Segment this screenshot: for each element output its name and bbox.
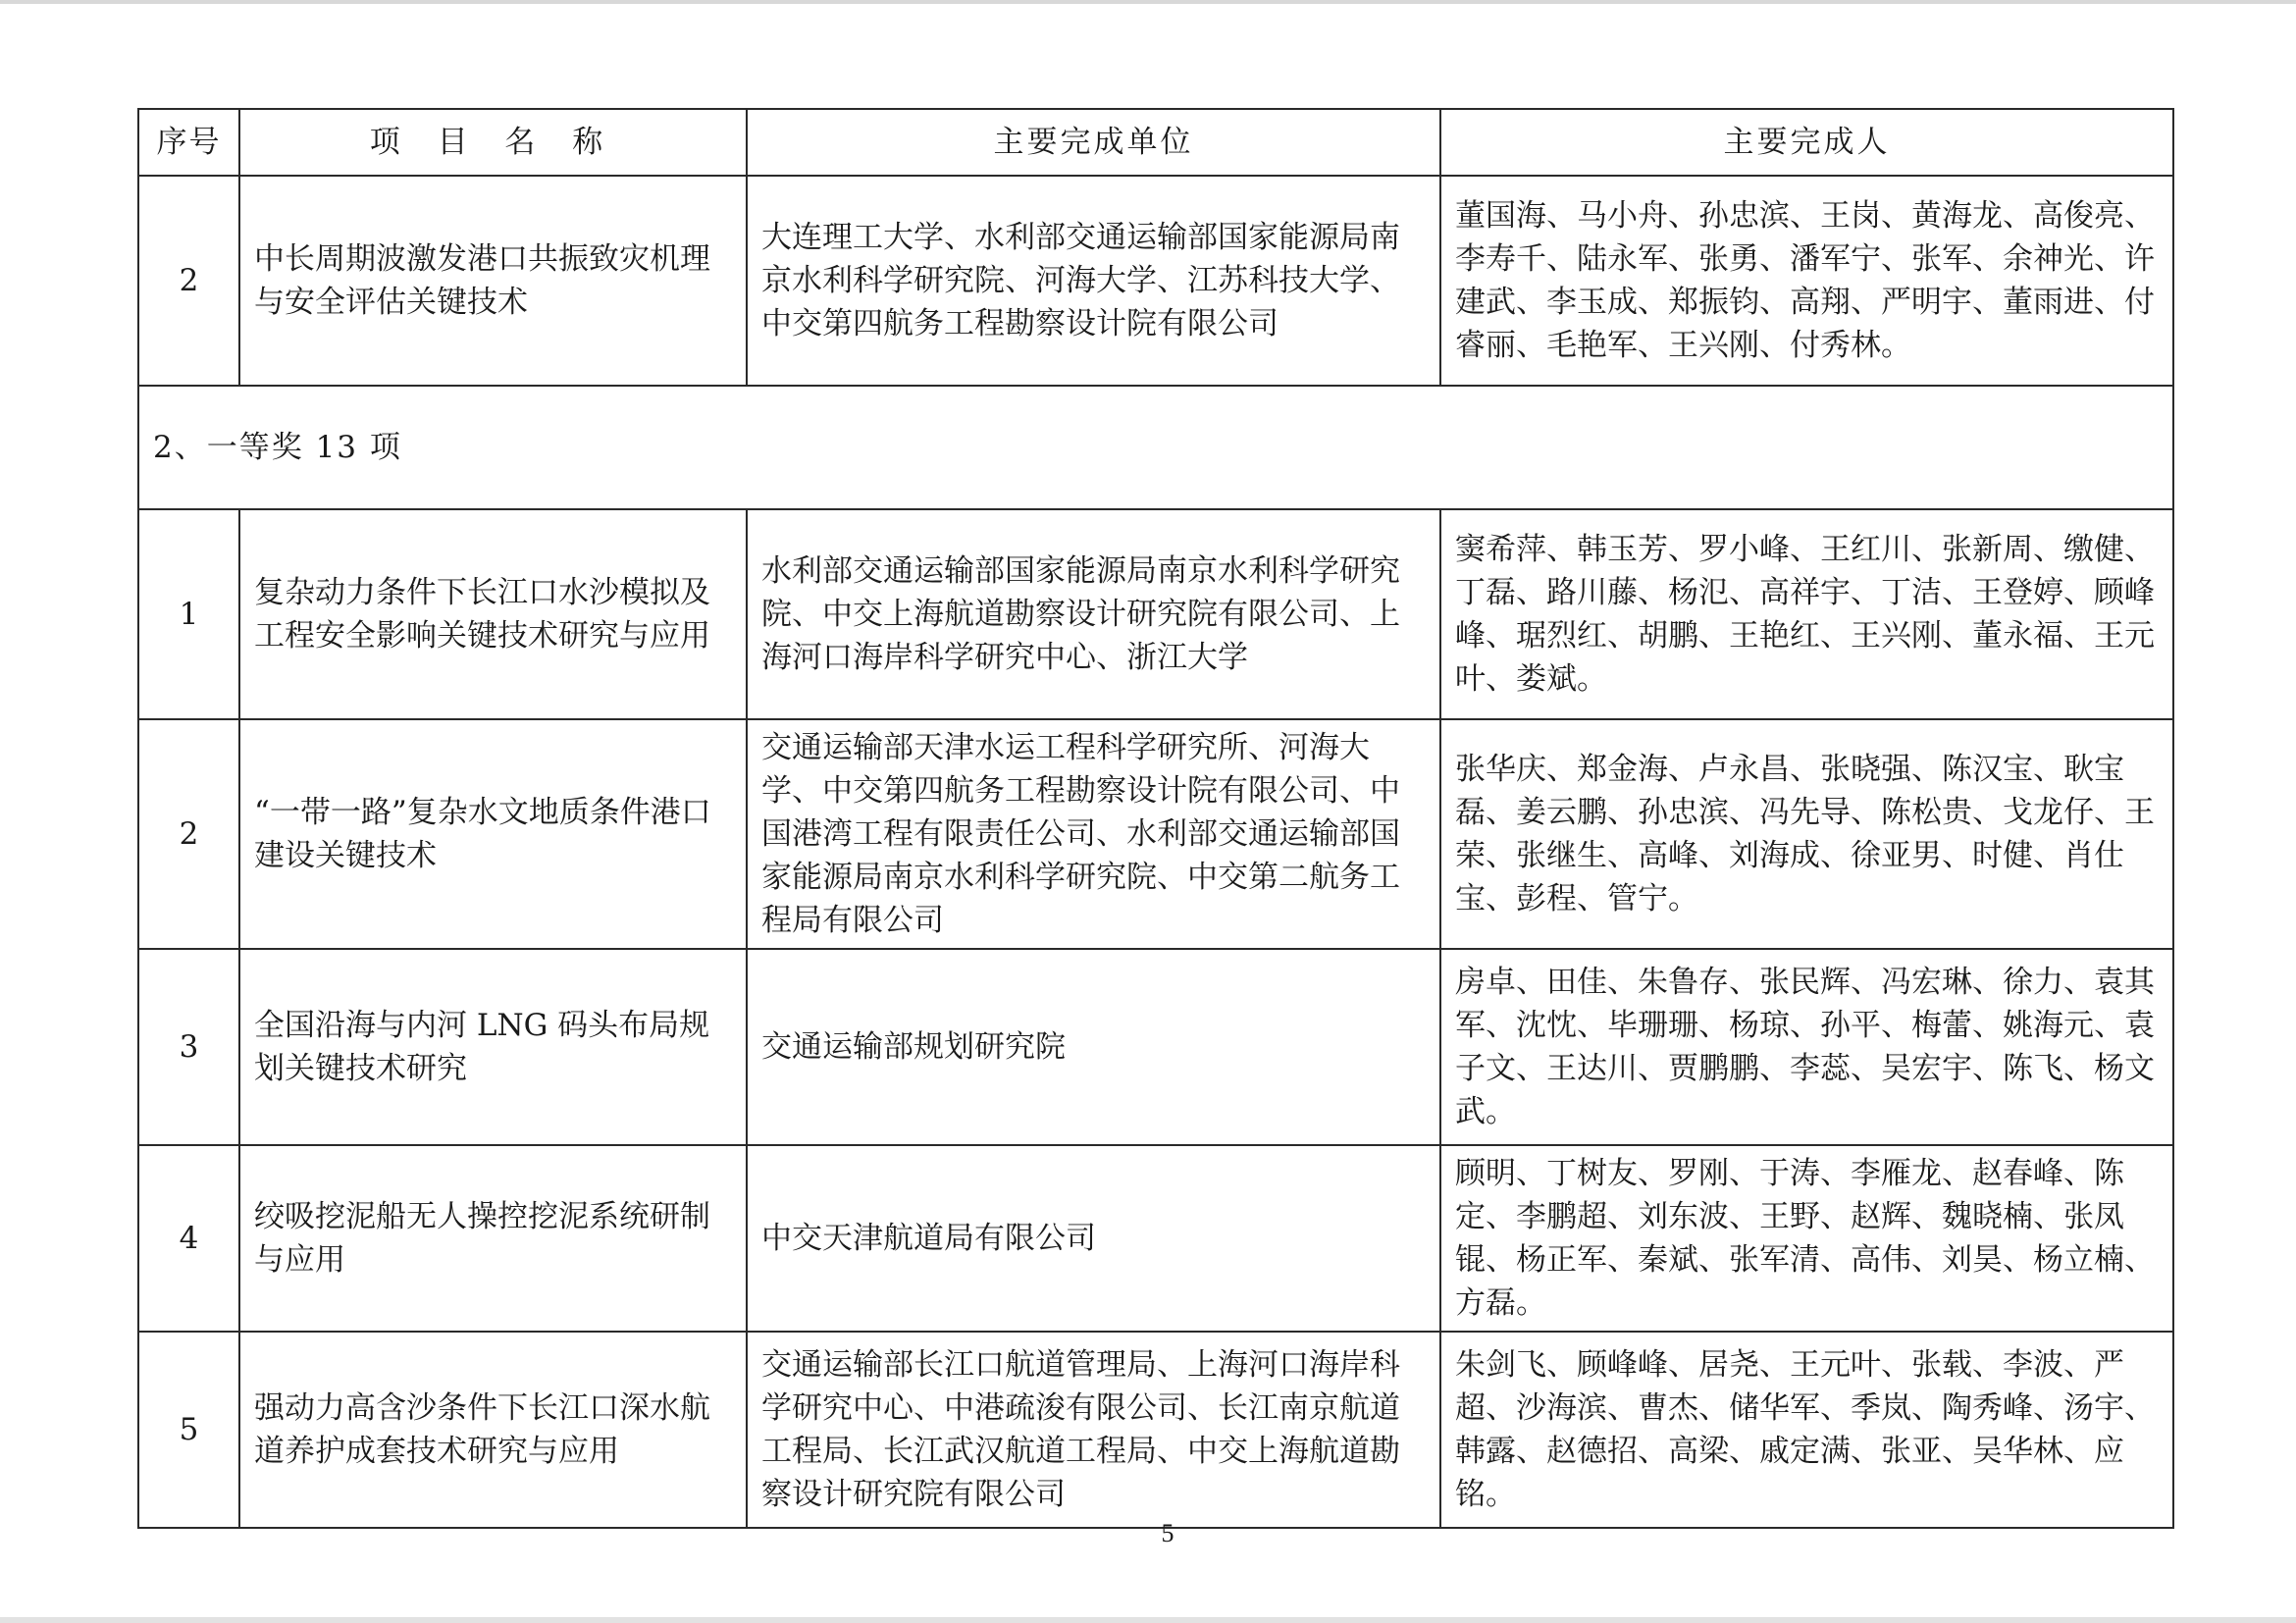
row-completing-persons: 朱剑飞、顾峰峰、居尧、王元叶、张载、李波、严超、沙海滨、曹杰、储华军、季岚、陶秀峰、汤宇、韩露、赵德招、高梁、戚定满、张亚、吴华林、应铭。 bbox=[1440, 1332, 2173, 1528]
row-project-name: 全国沿海与内河 LNG 码头布局规划关键技术研究 bbox=[239, 949, 747, 1145]
row-serial-no: 2 bbox=[138, 176, 239, 386]
scan-edge-bottom bbox=[0, 1617, 2296, 1623]
row-completing-persons: 张华庆、郑金海、卢永昌、张晓强、陈汉宝、耿宝磊、姜云鹏、孙忠滨、冯先导、陈松贵、戈龙仔、王荣、张继生、高峰、刘海成、徐亚男、时健、肖仕宝、彭程、管宁。 bbox=[1440, 719, 2173, 949]
row-project-name: “一带一路”复杂水文地质条件港口建设关键技术 bbox=[239, 719, 747, 949]
header-completing-units: 主要完成单位 bbox=[747, 109, 1440, 176]
row-serial-no: 5 bbox=[138, 1332, 239, 1528]
row-completing-persons: 董国海、马小舟、孙忠滨、王岗、黄海龙、高俊亮、李寿千、陆永军、张勇、潘军宁、张军、余神光、许建武、李玉成、郑振钧、高翔、严明宇、董雨进、付睿丽、毛艳军、王兴刚、付秀林。 bbox=[1440, 176, 2173, 386]
row-completing-units: 交通运输部天津水运工程科学研究所、河海大学、中交第四航务工程勘察设计院有限公司、中国港湾工程有限责任公司、水利部交通运输部国家能源局南京水利科学研究院、中交第二航务工程局有限公司 bbox=[747, 719, 1440, 949]
table-header-row bbox=[138, 109, 2173, 176]
header-completing-persons: 主要完成人 bbox=[1440, 109, 2173, 176]
header-project-name: 项 目 名 称 bbox=[239, 109, 747, 176]
section-title: 2、一等奖 13 项 bbox=[138, 386, 2173, 509]
row-completing-units: 水利部交通运输部国家能源局南京水利科学研究院、中交上海航道勘察设计研究院有限公司、上海河口海岸科学研究中心、浙江大学 bbox=[747, 509, 1440, 719]
row-project-name: 强动力高含沙条件下长江口深水航道养护成套技术研究与应用 bbox=[239, 1332, 747, 1528]
row-completing-persons: 窦希萍、韩玉芳、罗小峰、王红川、张新周、缴健、丁磊、路川藤、杨氾、高祥宇、丁洁、王登婷、顾峰峰、琚烈红、胡鹏、王艳红、王兴刚、董永福、王元叶、娄斌。 bbox=[1440, 509, 2173, 719]
row-serial-no: 2 bbox=[138, 719, 239, 949]
header-serial-no: 序号 bbox=[138, 109, 239, 176]
row-serial-no: 1 bbox=[138, 509, 239, 719]
table-row bbox=[138, 719, 2173, 949]
row-serial-no: 3 bbox=[138, 949, 239, 1145]
row-project-name: 绞吸挖泥船无人操控挖泥系统研制与应用 bbox=[239, 1145, 747, 1332]
table-row bbox=[138, 1145, 2173, 1332]
scan-edge-top bbox=[0, 0, 2296, 4]
award-table bbox=[137, 108, 2174, 1529]
row-completing-units: 中交天津航道局有限公司 bbox=[747, 1145, 1440, 1332]
row-completing-units: 交通运输部规划研究院 bbox=[747, 949, 1440, 1145]
row-completing-persons: 顾明、丁树友、罗刚、于涛、李雁龙、赵春峰、陈定、李鹏超、刘东波、王野、赵辉、魏晓楠、张凤锟、杨正军、秦斌、张军清、高伟、刘昊、杨立楠、方磊。 bbox=[1440, 1145, 2173, 1332]
table-row bbox=[138, 1332, 2173, 1528]
table-row bbox=[138, 176, 2173, 386]
page-number: 5 bbox=[1161, 1519, 1174, 1547]
row-project-name: 中长周期波激发港口共振致灾机理与安全评估关键技术 bbox=[239, 176, 747, 386]
row-completing-units: 交通运输部长江口航道管理局、上海河口海岸科学研究中心、中港疏浚有限公司、长江南京航道工程局、长江武汉航道工程局、中交上海航道勘察设计研究院有限公司 bbox=[747, 1332, 1440, 1528]
table-row bbox=[138, 949, 2173, 1145]
table-row bbox=[138, 509, 2173, 719]
row-completing-units: 大连理工大学、水利部交通运输部国家能源局南京水利科学研究院、河海大学、江苏科技大学、中交第四航务工程勘察设计院有限公司 bbox=[747, 176, 1440, 386]
row-project-name: 复杂动力条件下长江口水沙模拟及工程安全影响关键技术研究与应用 bbox=[239, 509, 747, 719]
row-completing-persons: 房卓、田佳、朱鲁存、张民辉、冯宏琳、徐力、袁其军、沈忱、毕珊珊、杨琼、孙平、梅蕾、姚海元、袁子文、王达川、贾鹏鹏、李蕊、吴宏宇、陈飞、杨文武。 bbox=[1440, 949, 2173, 1145]
section-heading-row bbox=[138, 386, 2173, 509]
row-serial-no: 4 bbox=[138, 1145, 239, 1332]
